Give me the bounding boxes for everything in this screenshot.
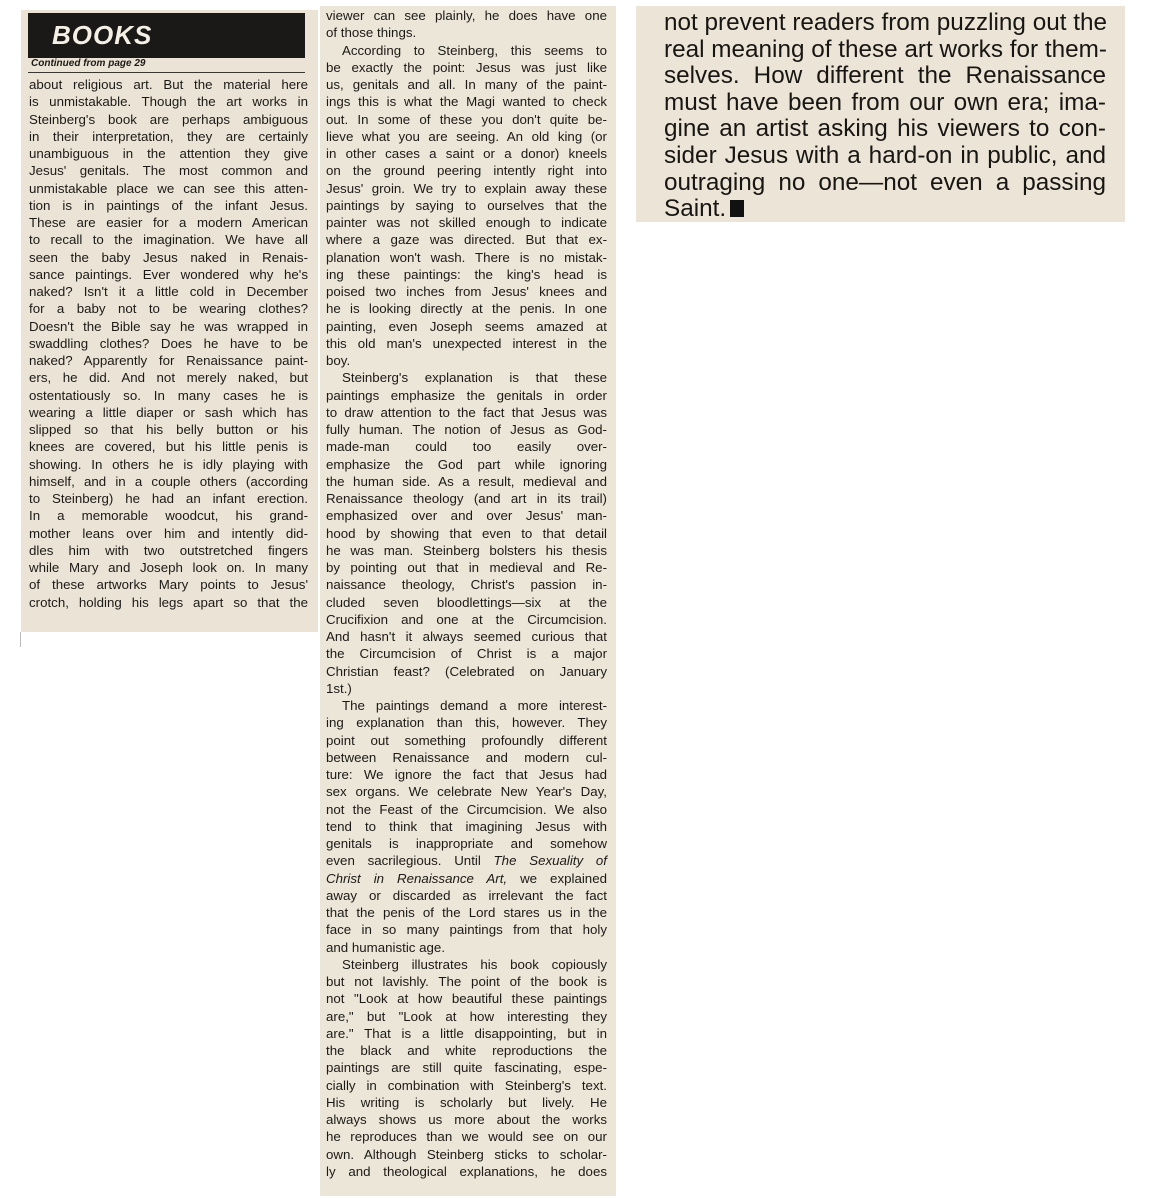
text-line: not prevent readers from puzzling out the	[664, 9, 1107, 36]
text-line: Steinberg's book are perhaps ambiguous	[29, 111, 308, 127]
text-line: he reproduces than we would see on our	[326, 1129, 607, 1145]
text-line: Renaissance theology (and art in its trail)	[326, 491, 607, 506]
text-line: paintings emphasize the genitals in order	[326, 387, 607, 403]
text-line: and humanistic age.	[326, 939, 446, 955]
text-line: Crucifixion and one at the Circumcision.	[326, 611, 607, 627]
section-title: BOOKS	[28, 13, 305, 58]
text-line: ostentatiously so. In many cases he is	[29, 387, 308, 403]
text-line: Steinberg's explanation is that these	[342, 370, 607, 386]
text-line: on the ground peering intently right into	[326, 163, 607, 179]
text-line: himself, and in a couple others (according	[29, 473, 308, 489]
text-line: naissance theology, Christ's passion in-	[326, 577, 607, 593]
text-line: out. In some of these you don't quite be-	[326, 111, 607, 127]
text-line: to draw attention to the fact that Jesus was	[326, 404, 607, 420]
text-line: Saint.	[664, 196, 1106, 222]
text-line: ers, he did. And not merely naked, but	[29, 370, 308, 386]
text-line: selves. How different the Renaissance	[664, 62, 1106, 90]
right-column-text	[664, 10, 1106, 222]
text-line: swaddling clothes? Does he have to be	[29, 335, 308, 351]
text-line: paintings by saying to ourselves that the	[326, 197, 607, 213]
text-line: us, genitals and all. In many of the paint-	[326, 77, 607, 92]
text-line: he is looking directly at the penis. In one	[326, 301, 607, 317]
text-line: that the penis of the Lord stares us in the	[326, 905, 607, 920]
end-mark-icon	[730, 200, 744, 217]
text-line: emphasize the God part while ignoring	[326, 456, 607, 472]
text-line: outraging no one—not even a passing	[664, 168, 1106, 196]
text-line: dles him with two outstretched fingers	[29, 542, 308, 558]
text-line: the black and white reproductions the	[326, 1043, 607, 1058]
header-rule	[28, 72, 305, 73]
text-line: boy.	[326, 353, 351, 368]
text-line: sider Jesus with a hard-on in public, and	[664, 141, 1106, 169]
text-line: ly and theological explanations, he does	[326, 1163, 607, 1179]
text-line: painting, even Joseph seems amazed at	[326, 318, 607, 334]
text-line: is unmistakable. Though the art works in	[29, 94, 308, 110]
text-line: point out something profoundly different	[326, 732, 607, 748]
text-line: tend to think that imagining Jesus with	[326, 818, 607, 834]
text-line: According to Steinberg, this seems to	[342, 42, 607, 58]
text-line: Christ in Renaissance Art, we explained	[326, 870, 607, 886]
text-line: Jesus' genitals. The most common and	[29, 163, 308, 179]
middle-column-text	[326, 7, 607, 1180]
text-line: of those things.	[326, 25, 417, 41]
text-line: naked? Apparently for Renaissance paint-	[29, 353, 308, 368]
text-line: sex organs. We celebrate New Year's Day,	[326, 784, 607, 800]
text-line: naked? Isn't it a little cold in December	[29, 284, 308, 299]
text-line: slipped so that his belly button or his	[29, 422, 308, 437]
text-line: by pointing out that in medieval and Re-	[326, 560, 607, 575]
left-column-clipping	[21, 10, 318, 632]
text-line: in other cases a saint or a donor) kneels	[326, 146, 607, 161]
text-line: mother leans over him and intently did-	[29, 525, 308, 541]
text-line: hood by showing that even to that detail	[326, 525, 607, 541]
text-line: painter was not skilled enough to indicate	[326, 215, 607, 230]
text-line: in their interpretation, they are certainly	[29, 128, 308, 144]
text-line: but not lavishly. The point of the book is	[326, 974, 607, 989]
text-line: crotch, holding his legs apart so that the	[29, 594, 308, 610]
text-line: Jesus' groin. We try to explain away these	[326, 180, 607, 196]
text-line: the Circumcision of Christ is a major	[326, 646, 607, 662]
text-line: unmistakable place we can see this atten-	[29, 180, 308, 196]
text-line: fully human. The notion of Jesus as God-	[326, 422, 607, 437]
text-line: made-man could too easily over-	[326, 439, 607, 455]
text-line: to recall to the imagination. We have all	[29, 232, 308, 248]
text-line: are." That is a little disappointing, but in	[326, 1025, 607, 1041]
text-line: away or discarded as irrelevant the fact	[326, 887, 607, 903]
text-line: while Mary and Joseph look on. In many	[29, 560, 308, 575]
text-line: poised two inches from Jesus' knees and	[326, 284, 607, 299]
text-line: In a memorable woodcut, his grand-	[29, 508, 308, 524]
middle-column-clipping	[320, 6, 616, 1196]
text-line: not the Feast of the Circumcision. We also	[326, 801, 607, 817]
text-line: knees are covered, but his little penis is	[29, 439, 308, 455]
text-line: where a gaze was directed. But that ex-	[326, 232, 607, 248]
text-line: own. Although Steinberg sticks to scholar-	[326, 1146, 607, 1162]
text-line: ing explanation than this, however. They	[326, 715, 607, 731]
text-line: Doesn't the Bible say he was wrapped in	[29, 318, 308, 334]
text-line: the human side. As a result, medieval and	[326, 473, 607, 489]
text-line: not "Look at how beautiful these paintings	[326, 991, 607, 1007]
text-line: about religious art. But the material here	[29, 77, 308, 92]
text-line: face in so many paintings from that holy	[326, 922, 607, 938]
text-line: unambiguous in the attention they give	[29, 146, 308, 161]
text-line: ture: We ignore the fact that Jesus had	[326, 767, 607, 782]
text-line: gine an artist asking his viewers to con-	[664, 115, 1106, 143]
text-line: he was man. Steinberg bolsters his thesis	[326, 542, 607, 558]
text-line: Christian feast? (Celebrated on January	[326, 663, 607, 679]
left-column-text	[29, 76, 308, 611]
text-line: wearing a little diaper or sash which has	[29, 404, 308, 420]
text-line: His writing is scholarly but lively. He	[326, 1094, 607, 1110]
text-line: be exactly the point: Jesus was just like	[326, 59, 607, 75]
text-line: this old man's unexpected interest in the	[326, 335, 607, 351]
text-line: cially in combination with Steinberg's text.	[326, 1077, 607, 1093]
text-line: genitals is inappropriate and somehow	[326, 836, 607, 851]
text-line: must have been from our own era; ima-	[664, 88, 1106, 116]
text-line: Steinberg illustrates his book copiously	[342, 956, 607, 972]
continued-note: Continued from page 29	[31, 58, 146, 69]
text-line: even sacrilegious. Until The Sexuality of	[326, 853, 607, 869]
text-line: always shows us more about the works	[326, 1112, 607, 1127]
text-line: emphasized over and over Jesus' man-	[326, 508, 607, 524]
text-line: ings this is what the Magi wanted to check	[326, 94, 607, 110]
text-line: lieve what you are seeing. An old king (or	[326, 128, 607, 144]
text-line: to Steinberg) he had an infant erection.	[29, 491, 308, 506]
text-line: for a baby not to be wearing clothes?	[29, 301, 308, 317]
text-line: between Renaissance and modern cul-	[326, 749, 607, 765]
scan-mark	[20, 632, 21, 647]
text-line: showing. In others he is idly playing with	[29, 456, 308, 472]
text-line: of these artworks Mary points to Jesus'	[29, 577, 308, 593]
text-line: paintings are still quite fascinating, espe-	[326, 1060, 607, 1076]
text-line: planation won't wash. There is no mistak-	[326, 249, 607, 265]
text-line: viewer can see plainly, he does have one	[326, 8, 607, 23]
right-column-clipping	[636, 6, 1125, 222]
text-line: tion is in paintings of the infant Jesus.	[29, 197, 308, 213]
text-line: real meaning of these art works for them-	[664, 35, 1107, 63]
text-line: ing these paintings: the king's head is	[326, 266, 607, 282]
text-line: cluded seven bloodlettings—six at the	[326, 594, 607, 610]
text-line: are," but "Look at how interesting they	[326, 1008, 607, 1024]
text-line: The paintings demand a more interest-	[342, 698, 607, 713]
text-line: seen the baby Jesus naked in Renais-	[29, 249, 308, 265]
text-line: These are easier for a modern American	[29, 215, 308, 230]
text-line: sance paintings. Ever wondered why he's	[29, 266, 308, 282]
text-line: And hasn't it always seemed curious that	[326, 629, 607, 644]
text-line: 1st.)	[326, 680, 352, 696]
